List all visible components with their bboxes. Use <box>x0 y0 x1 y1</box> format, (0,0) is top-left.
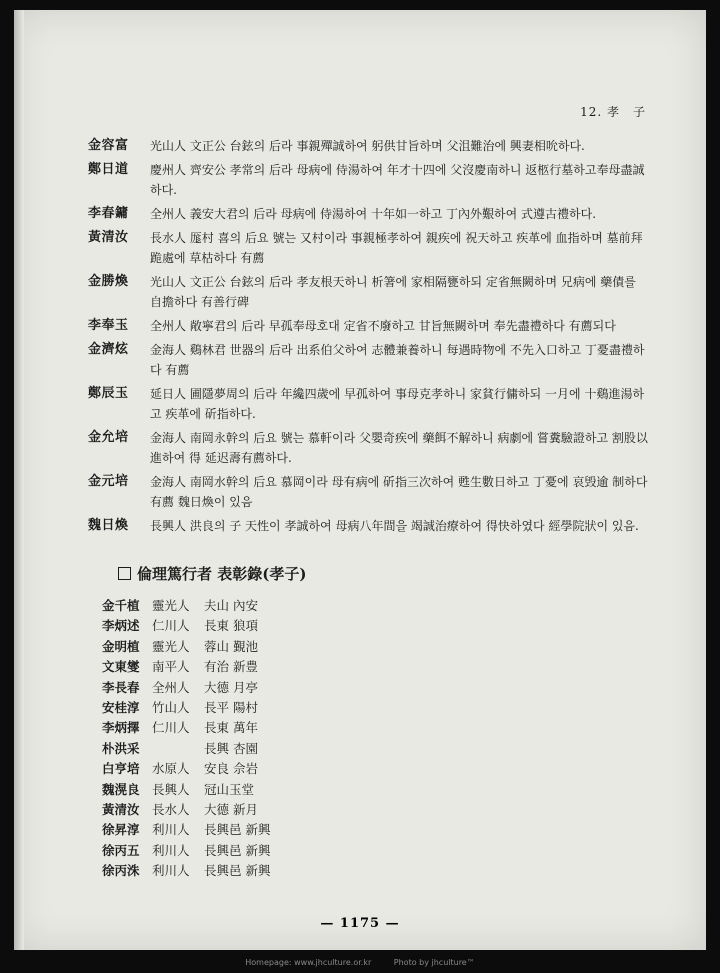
photo-credit: Photo by jhculture™ <box>393 958 475 967</box>
awardee-origin: 利川人 <box>152 822 190 838</box>
awardee-name: 李炳擇 <box>102 720 140 736</box>
awardee-row <box>102 596 324 616</box>
biography-entry <box>88 272 648 312</box>
awardee-origin: 利川人 <box>152 842 190 858</box>
awardee-place: 夫山 內安 <box>204 598 258 613</box>
awardee-name: 徐丙洙 <box>102 863 140 879</box>
biography-entry <box>88 228 648 268</box>
awardee-name: 文東燮 <box>102 659 140 675</box>
awardee-origin: 仁川人 <box>152 720 190 736</box>
entry-text: 長水人 厖村 喜의 后요 號는 又村이라 事親極孝하여 親疾에 祝天하고 疾革에 血指하며 墓前拜跪處에 草枯하다 有薦 <box>150 231 643 265</box>
awardee-origin: 全州人 <box>152 679 190 695</box>
biography-entry <box>88 204 648 224</box>
awardee-row <box>102 637 324 657</box>
awardee-name: 魏滉良 <box>102 781 140 797</box>
entry-text: 光山人 文正公 台鉉의 后라 孝友根天하니 析箸에 家相隔甕하되 定省無闕하며 兄病에 藥債를 自擔하다 有善行碑 <box>150 275 636 309</box>
biography-entry <box>88 316 648 336</box>
section-heading-text: 倫理篤行者 表彰錄(孝子) <box>137 565 307 583</box>
awardee-row <box>102 739 324 759</box>
awardee-row <box>102 678 324 698</box>
entry-name: 魏日煥 <box>88 518 129 533</box>
awardee-row <box>102 800 324 820</box>
entry-name: 金容富 <box>88 138 129 153</box>
running-header: 12. 孝 子 <box>580 105 646 119</box>
entry-name: 黃清汝 <box>88 230 129 245</box>
entry-name: 李春鏞 <box>88 206 129 221</box>
awardee-row <box>102 861 324 881</box>
awardee-name: 金千植 <box>102 598 140 613</box>
photo-caption <box>0 958 720 967</box>
awardee-name: 徐丙五 <box>102 842 140 858</box>
entry-text: 金海人 南岡永幹의 后요 號는 慕軒이라 父嬰奇疾에 藥餌不解하니 病劇에 嘗糞驗證하고 割股以進하여 得 延迟壽有薦하다. <box>150 431 648 465</box>
awardee-place: 有治 新豊 <box>204 659 258 675</box>
awardee-origin: 仁川人 <box>152 618 190 634</box>
entry-text: 金海人 南岡水幹의 后요 慕岡이라 母有病에 斫指三次하여 甦生數日하고 丁憂에 哀毁逾 制하다 有薦 魏日煥이 있음 <box>150 475 648 509</box>
entry-name: 金勝煥 <box>88 274 129 289</box>
awardee-place: 長興邑 新興 <box>204 822 271 838</box>
awardee-place: 蓉山 覲池 <box>204 638 258 654</box>
awardee-place: 大德 新月 <box>204 801 258 817</box>
awardee-place: 長平 陽村 <box>204 699 258 715</box>
awardee-origin: 長興人 <box>152 781 190 797</box>
biography-entry <box>88 428 648 468</box>
awardee-name: 安桂淳 <box>102 699 140 715</box>
awardee-place: 大德 月亭 <box>204 679 258 695</box>
awardee-name: 李炳述 <box>102 618 140 634</box>
awardee-place: 長興邑 新興 <box>204 842 271 858</box>
awardee-origin: 竹山人 <box>152 699 190 715</box>
entry-name: 李奉玉 <box>88 318 129 333</box>
awardee-row <box>102 718 324 738</box>
awardee-name: 徐昇淳 <box>102 822 140 838</box>
awardee-origin: 利川人 <box>152 863 190 879</box>
biography-list <box>88 136 648 540</box>
awardee-origin: 靈光人 <box>152 598 190 613</box>
awardee-origin: 水原人 <box>152 761 190 777</box>
entry-name: 鄭辰玉 <box>88 386 129 401</box>
entry-name: 金允培 <box>88 430 129 445</box>
homepage-credit: Homepage: www.jhculture.or.kr <box>245 958 372 967</box>
awardee-origin: 靈光人 <box>152 638 190 654</box>
awardee-place: 冠山玉堂 <box>204 781 255 797</box>
biography-entry <box>88 472 648 512</box>
awardee-place: 長興 杏園 <box>204 740 258 756</box>
entry-text: 全州人 義安大君의 后라 母病에 侍湯하여 十年如一하고 丁內外艱하여 式遵古禮하다. <box>150 207 597 221</box>
entry-text: 延日人 圃隱夢周의 后라 年纔四歲에 早孤하여 事母克孝하니 家貧行傭하되 一月에 十鷄進湯하고 疾革에 斫指하다. <box>150 387 645 421</box>
entry-text: 慶州人 齊安公 孝常의 后라 母病에 侍湯하여 年才十四에 父沒慶南하니 返柩行墓하고奉母盡誠하다. <box>150 163 645 197</box>
entry-name: 金濟炫 <box>88 342 129 357</box>
awardee-row <box>102 841 324 861</box>
awardee-place: 長興邑 新興 <box>204 863 271 879</box>
awardee-name: 李長春 <box>102 679 140 695</box>
awardee-origin <box>152 739 204 759</box>
awardee-row <box>102 759 324 779</box>
awardee-row <box>102 657 324 677</box>
awardee-name: 朴洪采 <box>102 740 140 756</box>
awardee-name: 黃清汝 <box>102 801 140 817</box>
biography-entry <box>88 340 648 380</box>
page-number: — 1175 — <box>320 916 400 931</box>
awardee-place: 長東 狼項 <box>204 618 258 634</box>
awardee-origin: 長水人 <box>152 801 190 817</box>
entry-name: 金元培 <box>88 474 129 489</box>
awardee-origin: 南平人 <box>152 659 190 675</box>
awardee-list <box>102 596 324 881</box>
entry-name: 鄭日道 <box>88 162 129 177</box>
section-heading <box>118 563 306 584</box>
book-page <box>14 10 706 950</box>
entry-text: 長興人 洪良의 子 天性이 孝誠하여 母病八年間을 竭誠治療하여 得快하였다 經學院狀이 있음. <box>150 519 639 533</box>
page-spine-shadow <box>14 10 24 950</box>
biography-entry <box>88 384 648 424</box>
entry-text: 全州人 敞寧君의 后라 早孤奉母호대 定省不廢하고 甘旨無闕하며 奉先盡禮하다 有薦되다 <box>150 319 616 333</box>
awardee-row <box>102 698 324 718</box>
awardee-row <box>102 780 324 800</box>
awardee-name: 金明植 <box>102 638 140 654</box>
checkbox-square-icon <box>118 567 131 580</box>
entry-text: 金海人 鷄林君 世器의 后라 出系伯父하여 志體兼養하니 每遇時物에 不先入口하고 丁憂盡禮하다 有薦 <box>150 343 645 377</box>
entry-text: 光山人 文正公 台鉉의 后라 事親殫誠하여 躬供甘旨하며 父沮難治에 興妻相吮하다. <box>150 139 585 153</box>
awardee-place: 安良 佘岩 <box>204 761 258 777</box>
biography-entry <box>88 516 648 536</box>
awardee-name: 白亨培 <box>102 761 140 777</box>
awardee-place: 長東 萬年 <box>204 720 258 736</box>
awardee-row <box>102 820 324 840</box>
biography-entry <box>88 136 648 156</box>
biography-entry <box>88 160 648 200</box>
awardee-row <box>102 616 324 636</box>
